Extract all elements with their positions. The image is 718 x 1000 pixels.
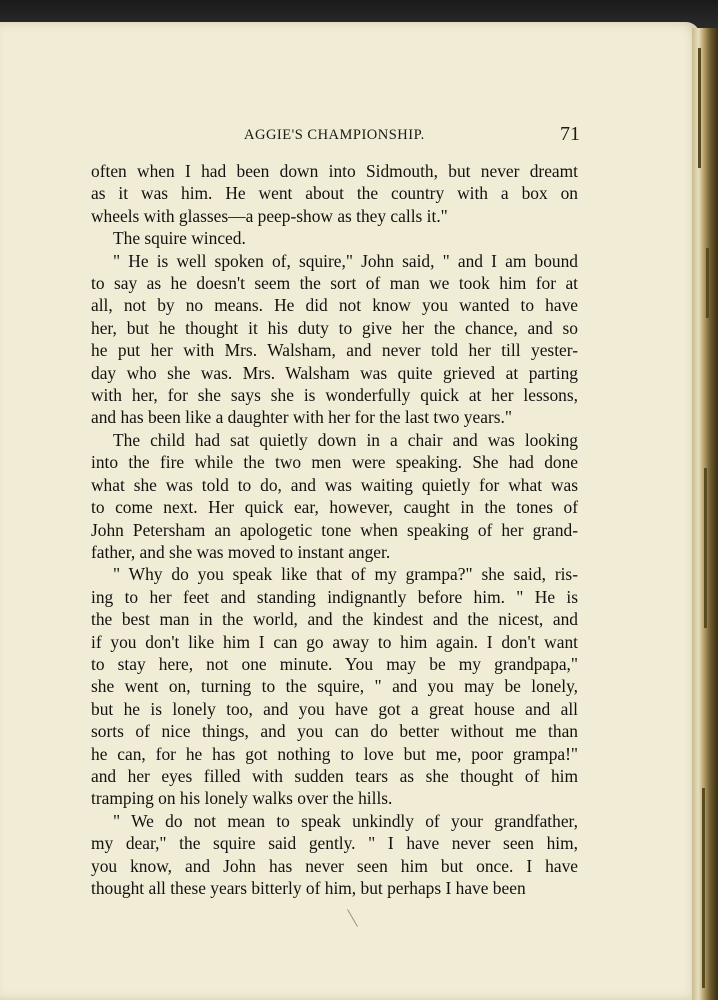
book-spine <box>692 28 718 1000</box>
text-line: " We do not mean to speak unkindly of your grandfather, <box>113 810 578 831</box>
text-line: ing to her feet and standing indignantly before him. " He is <box>91 586 578 607</box>
page-number: 71 <box>560 123 580 145</box>
text-line: thought all these years bitterly of him, but perhaps I have been <box>91 878 526 898</box>
text-line: he put her with Mrs. Walsham, and never told her till yester- <box>91 340 578 361</box>
text-line: she went on, turning to the squire, " and you may be lonely, <box>91 676 578 697</box>
text-line: often when I had been down into Sidmouth, but never dreamt <box>91 161 578 181</box>
text-line: but he is lonely too, and you have got a great house and all <box>91 698 578 719</box>
text-line: with her, for she says she is wonderfully quick at her lessons, <box>91 385 578 406</box>
text-line: you know, and John has never seen him but once. I have <box>91 855 578 876</box>
text-line: her, but he thought it his duty to give her the chance, and so <box>91 317 578 338</box>
text-line: and her eyes filled with sudden tears as she thought of him <box>91 765 578 786</box>
text-line: " He is well spoken of, squire," John said, " and I am bound <box>113 250 578 271</box>
text-line: to stay here, not one minute. You may be my grandpapa," <box>91 653 578 674</box>
text-line: day who she was. Mrs. Walsham was quite grieved at parting <box>91 362 578 383</box>
text-line: tramping on his lonely walks over the hills. <box>91 788 393 809</box>
page-header <box>244 123 580 147</box>
text-line: to come next. Her quick ear, however, caught in the tones of <box>91 497 578 518</box>
text-line: wheels with glasses—a peep-show as they calls it." <box>91 205 448 226</box>
text-line: he can, for he has got nothing to love but me, poor grampa!" <box>91 743 578 764</box>
text-line: The squire winced. <box>113 228 246 249</box>
text-line: father, and she was moved to instant anger. <box>91 541 391 562</box>
body-text <box>91 160 578 899</box>
text-line: my dear," the squire said gently. " I have never seen him, <box>91 833 578 854</box>
text-line: what she was told to do, and was waiting quietly for what was <box>91 474 578 495</box>
text-line: and has been like a daughter with her for the last two years." <box>91 407 512 428</box>
text-line: to say as he doesn't seem the sort of man we took him for at <box>91 273 578 294</box>
text-line: The child had sat quietly down in a chair and was looking <box>113 429 578 450</box>
text-line: sorts of nice things, and you can do better without me than <box>91 721 578 742</box>
text-line: the best man in the world, and the kindest and the nicest, and <box>91 609 578 630</box>
text-line: if you don't like him I can go away to him again. I don't want <box>91 631 578 652</box>
text-line: John Petersham an apologetic tone when speaking of her grand- <box>91 519 578 540</box>
text-line: all, not by no means. He did not know you wanted to have <box>91 295 578 316</box>
text-line: as it was him. He went about the country with a box on <box>91 183 578 204</box>
text-line: into the fire while the two men were speaking. She had done <box>91 452 578 473</box>
text-line: " Why do you speak like that of my grampa?" she said, ris- <box>113 564 578 585</box>
running-head: AGGIE'S CHAMPIONSHIP. <box>244 127 425 143</box>
